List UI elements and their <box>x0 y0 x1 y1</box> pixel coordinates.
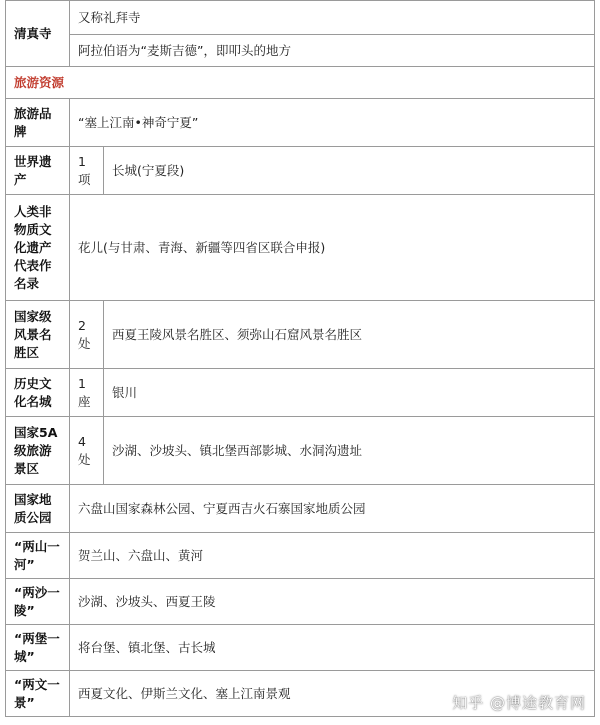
two-sands-label: “两沙一陵” <box>6 579 70 625</box>
row-heritage <box>6 147 595 195</box>
row-scenic <box>6 301 595 369</box>
row-intangible <box>6 195 595 301</box>
two-forts-label: “两堡一城” <box>6 625 70 671</box>
scenic-label: 国家级风景名胜区 <box>6 301 70 369</box>
geopark-label: 国家地质公园 <box>6 485 70 533</box>
heritage-value: 长城(宁夏段) <box>104 147 595 195</box>
section-title: 旅游资源 <box>6 67 595 99</box>
geopark-value: 六盘山国家森林公园、宁夏西吉火石寨国家地质公园 <box>70 485 595 533</box>
intangible-label: 人类非物质文化遗产代表作名录 <box>6 195 70 301</box>
historic-city-label: 历史文化名城 <box>6 369 70 417</box>
row-brand <box>6 99 595 147</box>
mosque-meaning: 阿拉伯语为“麦斯吉德”，即叩头的地方 <box>70 35 595 67</box>
two-sands-value: 沙湖、沙坡头、西夏王陵 <box>70 579 595 625</box>
mosque-alias: 又称礼拜寺 <box>70 1 595 35</box>
heritage-count: 1项 <box>70 147 104 195</box>
row-two-sands <box>6 579 595 625</box>
mosque-label: 清真寺 <box>6 1 70 67</box>
section-row <box>6 67 595 99</box>
intangible-value: 花儿(与甘肃、青海、新疆等四省区联合申报) <box>70 195 595 301</box>
mosque-row-alias <box>6 1 595 35</box>
scenic-count: 2处 <box>70 301 104 369</box>
heritage-label: 世界遗产 <box>6 147 70 195</box>
scenic-value: 西夏王陵风景名胜区、须弥山石窟风景名胜区 <box>104 301 595 369</box>
historic-city-value: 银川 <box>104 369 595 417</box>
two-cultures-value: 西夏文化、伊斯兰文化、塞上江南景观 <box>70 671 595 717</box>
5a-count: 4处 <box>70 417 104 485</box>
5a-label: 国家5A级旅游景区 <box>6 417 70 485</box>
tourism-table <box>5 0 595 717</box>
watermark: 知乎 @博途教育网 <box>452 694 586 712</box>
historic-city-count: 1座 <box>70 369 104 417</box>
5a-value: 沙湖、沙坡头、镇北堡西部影城、水洞沟遗址 <box>104 417 595 485</box>
row-historic-city <box>6 369 595 417</box>
brand-value: “塞上江南•神奇宁夏” <box>70 99 595 147</box>
row-two-mountains <box>6 533 595 579</box>
two-mountains-label: “两山一河” <box>6 533 70 579</box>
row-two-forts <box>6 625 595 671</box>
row-geopark <box>6 485 595 533</box>
row-5a <box>6 417 595 485</box>
two-cultures-label: “两文一景” <box>6 671 70 717</box>
two-forts-value: 将台堡、镇北堡、古长城 <box>70 625 595 671</box>
two-mountains-value: 贺兰山、六盘山、黄河 <box>70 533 595 579</box>
brand-label: 旅游品牌 <box>6 99 70 147</box>
mosque-row-meaning <box>6 35 595 67</box>
